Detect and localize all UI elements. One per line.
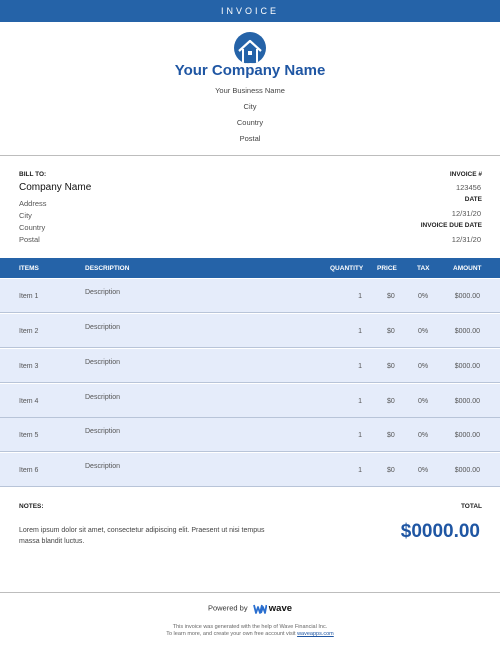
- business-name: Your Business Name: [215, 86, 285, 95]
- row-tax: 0%: [418, 398, 429, 405]
- company-city: City: [243, 102, 257, 111]
- powered-by-label: Powered by: [207, 603, 248, 613]
- wave-brand: wave: [268, 603, 293, 614]
- house-icon: [234, 32, 266, 64]
- row-price: $0: [387, 363, 395, 370]
- company-postal: Postal: [239, 134, 261, 143]
- invoice-number-label: INVOICE #: [449, 171, 482, 178]
- row-price: $0: [387, 293, 395, 300]
- due-date: 12/31/20: [451, 235, 481, 244]
- total-amount: $0000.00: [400, 521, 480, 542]
- due-date-label: INVOICE DUE DATE: [420, 222, 482, 229]
- bill-to-postal: Postal: [19, 235, 40, 244]
- wave-logo-icon: [253, 604, 267, 614]
- row-price: $0: [387, 398, 395, 405]
- row-quantity: 1: [358, 398, 362, 405]
- waveapps-link[interactable]: waveapps.com: [297, 631, 334, 637]
- row-quantity: 1: [358, 363, 362, 370]
- row-item: Item 1: [19, 293, 39, 300]
- company-country: Country: [236, 118, 264, 127]
- row-quantity: 1: [358, 328, 362, 335]
- footer-line-2: [0, 631, 500, 637]
- row-description: Description: [85, 463, 121, 470]
- row-tax: 0%: [418, 363, 429, 370]
- row-amount: $000.00: [454, 398, 480, 405]
- row-item: Item 6: [19, 467, 39, 474]
- row-price: $0: [387, 432, 395, 439]
- footer-divider: [0, 592, 500, 593]
- row-price: $0: [387, 328, 395, 335]
- row-amount: $000.00: [454, 328, 480, 335]
- row-description: Description: [85, 359, 121, 366]
- powered-by: [0, 603, 500, 614]
- table-row: [0, 453, 500, 487]
- row-tax: 0%: [418, 432, 429, 439]
- invoice-header-bar: [0, 0, 500, 22]
- notes-text: Lorem ipsum dolor sit amet, consectetur adipiscing elit. Praesent ut nisi tempus massa blandit luctus.: [19, 527, 265, 545]
- header-tax: TAX: [417, 265, 430, 272]
- row-description: Description: [85, 428, 121, 435]
- table-row: [0, 349, 500, 383]
- row-amount: $000.00: [454, 467, 480, 474]
- row-quantity: 1: [358, 293, 362, 300]
- header-description: DESCRIPTION: [85, 265, 130, 272]
- bill-to-city: City: [19, 211, 32, 220]
- table-row: [0, 314, 500, 348]
- row-tax: 0%: [418, 328, 429, 335]
- row-amount: $000.00: [454, 363, 480, 370]
- invoice-number: 123456: [455, 183, 481, 192]
- table-row: [0, 279, 500, 313]
- footer-line-2-text: To learn more, and create your own free account visit: [166, 631, 296, 637]
- bill-to-address: Address: [19, 199, 47, 208]
- row-price: $0: [387, 467, 395, 474]
- row-description: Description: [85, 394, 121, 401]
- invoice-title: INVOICE: [220, 6, 279, 16]
- footer-line-1: This invoice was generated with the help of Wave Financial Inc.: [172, 624, 328, 630]
- row-item: Item 3: [19, 363, 39, 370]
- total-label: TOTAL: [460, 503, 482, 510]
- row-item: Item 2: [19, 328, 39, 335]
- header-quantity: QUANTITY: [330, 265, 364, 272]
- table-header: [0, 258, 500, 278]
- table-row: [0, 418, 500, 452]
- row-tax: 0%: [418, 293, 429, 300]
- header-items: ITEMS: [19, 265, 39, 272]
- invoice-date: 12/31/20: [451, 209, 481, 218]
- row-quantity: 1: [358, 467, 362, 474]
- row-amount: $000.00: [454, 293, 480, 300]
- row-quantity: 1: [358, 432, 362, 439]
- notes-label: NOTES:: [19, 503, 44, 510]
- row-description: Description: [85, 324, 121, 331]
- company-name: Your Company Name: [174, 62, 326, 79]
- row-item: Item 5: [19, 432, 39, 439]
- bill-to-label: BILL TO:: [19, 171, 47, 178]
- row-description: Description: [85, 289, 121, 296]
- table-row: [0, 384, 500, 418]
- row-amount: $000.00: [454, 432, 480, 439]
- bill-to-name: Company Name: [19, 182, 92, 193]
- date-label: DATE: [464, 196, 482, 203]
- row-item: Item 4: [19, 398, 39, 405]
- bill-to-country: Country: [19, 223, 46, 232]
- header-amount: AMOUNT: [453, 265, 482, 272]
- row-tax: 0%: [418, 467, 429, 474]
- divider: [0, 155, 500, 156]
- header-price: PRICE: [377, 265, 397, 272]
